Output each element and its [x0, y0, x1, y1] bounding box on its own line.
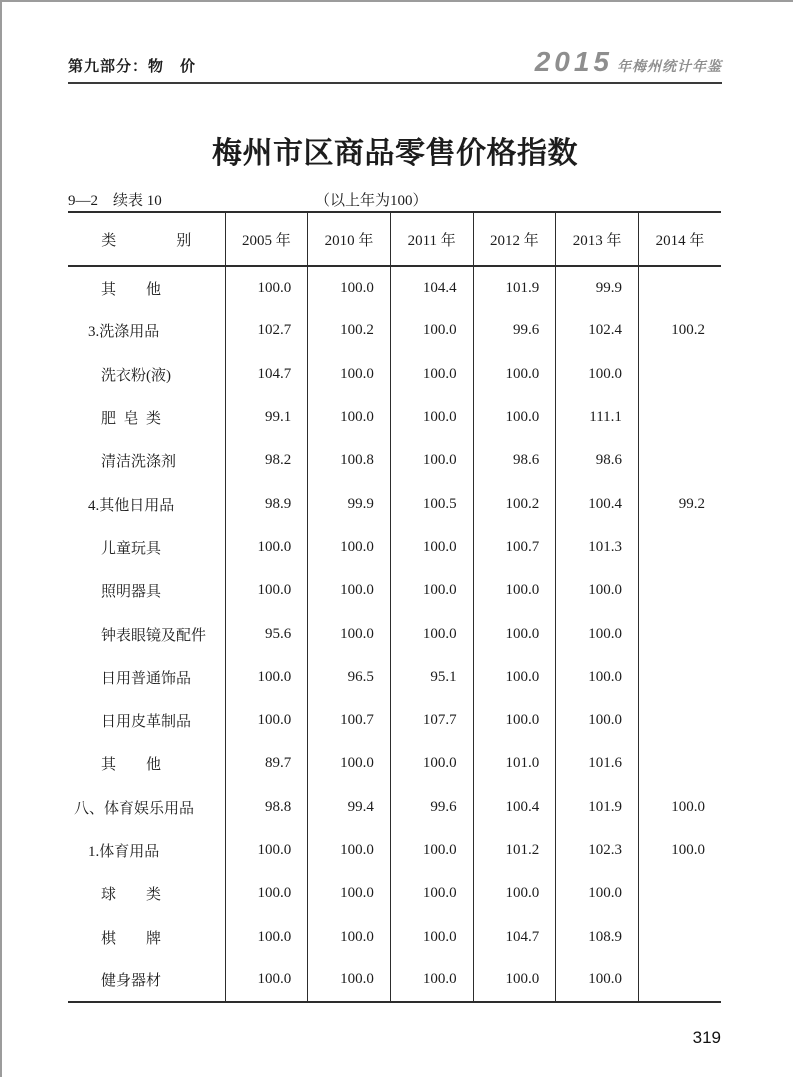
category-label: 日用普通饰品	[101, 670, 192, 687]
index-value-cell: 100.4	[473, 786, 556, 829]
index-value-cell: 100.5	[390, 482, 473, 525]
index-value-cell: 100.2	[308, 309, 391, 352]
index-value-cell: 102.3	[556, 829, 639, 872]
index-value-cell	[638, 396, 721, 439]
index-value-cell: 100.0	[390, 872, 473, 915]
column-header-2005: 2005 年	[225, 212, 308, 266]
index-value-cell: 111.1	[556, 396, 639, 439]
column-header-2014: 2014 年	[638, 212, 721, 266]
index-value-cell: 98.6	[556, 439, 639, 482]
index-value-cell: 100.0	[390, 439, 473, 482]
column-header-category: 类 别	[68, 212, 225, 266]
index-value-cell: 99.6	[473, 309, 556, 352]
index-value-cell: 100.0	[225, 656, 308, 699]
table-row	[68, 309, 721, 352]
index-value-cell: 100.0	[308, 742, 391, 785]
category-label: 3.洗涤用品	[88, 324, 160, 341]
category-label: 棋 牌	[101, 930, 162, 947]
index-value-cell: 107.7	[390, 699, 473, 742]
index-value-cell: 100.0	[390, 612, 473, 655]
index-value-cell: 100.4	[556, 482, 639, 525]
table-header-row	[68, 212, 721, 266]
index-value-cell: 100.2	[473, 482, 556, 525]
table-row	[68, 915, 721, 958]
index-value-cell	[638, 439, 721, 482]
index-value-cell: 99.4	[308, 786, 391, 829]
index-value-cell: 101.9	[556, 786, 639, 829]
table-meta	[68, 189, 722, 211]
index-value-cell: 100.0	[390, 959, 473, 1002]
table-row	[68, 569, 721, 612]
index-value-cell: 100.0	[390, 569, 473, 612]
index-value-cell	[638, 526, 721, 569]
index-value-cell: 100.0	[390, 829, 473, 872]
index-value-cell: 99.2	[638, 482, 721, 525]
column-header-2013: 2013 年	[556, 212, 639, 266]
index-value-cell	[638, 915, 721, 958]
index-value-cell: 99.1	[225, 396, 308, 439]
retail-price-index-table	[68, 211, 721, 1003]
index-value-cell: 100.0	[473, 959, 556, 1002]
index-value-cell: 108.9	[556, 915, 639, 958]
table-row	[68, 872, 721, 915]
index-value-cell: 100.0	[225, 829, 308, 872]
category-label: 清洁洗涤剂	[101, 454, 177, 471]
index-value-cell: 100.0	[390, 915, 473, 958]
category-label: 4.其他日用品	[88, 497, 175, 514]
index-value-cell: 98.9	[225, 482, 308, 525]
yearbook-year: 2015	[534, 46, 613, 77]
table-body	[68, 266, 721, 1002]
page-title: 梅州市区商品零售价格指数	[212, 137, 578, 170]
index-value-cell: 100.0	[308, 526, 391, 569]
index-value-cell: 96.5	[308, 656, 391, 699]
index-value-cell: 104.7	[225, 353, 308, 396]
index-value-cell: 100.0	[308, 266, 391, 309]
category-label: 肥 皂 类	[101, 411, 162, 428]
index-value-cell: 95.6	[225, 612, 308, 655]
index-value-cell: 100.0	[638, 829, 721, 872]
index-value-cell: 100.0	[225, 915, 308, 958]
table-row	[68, 829, 721, 872]
index-value-cell: 98.6	[473, 439, 556, 482]
index-value-cell	[638, 699, 721, 742]
index-value-cell: 99.6	[390, 786, 473, 829]
category-label: 洗衣粉(液)	[101, 367, 171, 384]
category-label: 钟表眼镜及配件	[101, 627, 207, 644]
index-value-cell: 104.7	[473, 915, 556, 958]
index-value-cell: 99.9	[556, 266, 639, 309]
category-label: 照明器具	[101, 584, 162, 601]
index-value-cell: 100.0	[473, 396, 556, 439]
index-value-cell	[638, 872, 721, 915]
index-value-cell: 100.0	[308, 353, 391, 396]
index-value-cell: 100.0	[556, 569, 639, 612]
index-value-cell: 100.0	[473, 699, 556, 742]
table-row	[68, 959, 721, 1002]
yearbook-title: 年梅州统计年鉴	[617, 60, 722, 75]
index-value-cell: 95.1	[390, 656, 473, 699]
index-value-cell: 102.4	[556, 309, 639, 352]
index-value-cell: 100.7	[308, 699, 391, 742]
index-value-cell: 100.0	[225, 569, 308, 612]
category-label: 日用皮革制品	[101, 714, 192, 731]
index-value-cell: 100.0	[308, 569, 391, 612]
index-value-cell: 101.3	[556, 526, 639, 569]
column-header-2012: 2012 年	[473, 212, 556, 266]
table-row	[68, 742, 721, 785]
table-row	[68, 266, 721, 309]
index-value-cell: 100.0	[473, 612, 556, 655]
index-value-cell: 100.0	[225, 526, 308, 569]
column-header-2010: 2010 年	[308, 212, 391, 266]
index-value-cell: 100.0	[308, 829, 391, 872]
index-value-cell: 101.9	[473, 266, 556, 309]
category-label: 健身器材	[101, 973, 162, 990]
index-value-cell	[638, 569, 721, 612]
index-value-cell: 100.0	[638, 786, 721, 829]
index-value-cell: 100.0	[390, 526, 473, 569]
table-row	[68, 612, 721, 655]
table-row	[68, 439, 721, 482]
index-value-cell: 100.0	[556, 959, 639, 1002]
index-value-cell: 100.0	[473, 353, 556, 396]
index-value-cell	[638, 656, 721, 699]
index-value-cell: 100.0	[473, 872, 556, 915]
index-value-cell: 100.0	[308, 959, 391, 1002]
category-label: 儿童玩具	[101, 540, 162, 557]
index-value-cell: 100.0	[308, 915, 391, 958]
running-header	[68, 48, 722, 84]
index-value-cell: 98.8	[225, 786, 308, 829]
category-label: 1.体育用品	[88, 844, 160, 860]
table-row	[68, 482, 721, 525]
index-value-cell	[638, 266, 721, 309]
category-label: 其 他	[101, 281, 162, 298]
index-value-cell: 100.0	[556, 612, 639, 655]
base-year-note: （以上年为100）	[315, 193, 428, 209]
section-label: 第九部分：物 价	[68, 59, 197, 75]
index-value-cell	[638, 959, 721, 1002]
index-value-cell	[638, 353, 721, 396]
table-row	[68, 353, 721, 396]
index-value-cell: 100.0	[390, 353, 473, 396]
index-value-cell: 98.2	[225, 439, 308, 482]
page-number: 319	[692, 1028, 721, 1047]
index-value-cell: 102.7	[225, 309, 308, 352]
yearbook-logo	[535, 48, 722, 76]
index-value-cell: 104.4	[390, 266, 473, 309]
index-value-cell: 101.0	[473, 742, 556, 785]
index-value-cell: 99.9	[308, 482, 391, 525]
index-value-cell: 100.0	[390, 396, 473, 439]
index-value-cell: 100.0	[308, 872, 391, 915]
index-value-cell: 100.0	[556, 699, 639, 742]
index-value-cell: 100.0	[390, 742, 473, 785]
table-number: 9—2 续表 10	[68, 193, 162, 209]
index-value-cell: 100.0	[308, 396, 391, 439]
table-row	[68, 699, 721, 742]
index-value-cell: 101.2	[473, 829, 556, 872]
category-label: 其 他	[101, 757, 162, 774]
index-value-cell: 100.0	[473, 569, 556, 612]
category-label: 球 类	[101, 887, 162, 904]
index-value-cell: 100.0	[556, 872, 639, 915]
table-row	[68, 786, 721, 829]
index-value-cell: 100.0	[390, 309, 473, 352]
index-value-cell: 100.8	[308, 439, 391, 482]
table-row	[68, 656, 721, 699]
index-value-cell: 89.7	[225, 742, 308, 785]
index-value-cell: 100.0	[225, 266, 308, 309]
table-header	[68, 212, 721, 266]
category-label: 八、体育娱乐用品	[74, 800, 195, 817]
index-value-cell	[638, 612, 721, 655]
index-value-cell	[638, 742, 721, 785]
index-value-cell: 100.0	[556, 353, 639, 396]
index-value-cell: 100.0	[225, 872, 308, 915]
index-value-cell: 101.6	[556, 742, 639, 785]
table-row	[68, 396, 721, 439]
index-value-cell: 100.2	[638, 309, 721, 352]
index-value-cell: 100.0	[225, 699, 308, 742]
table-row	[68, 526, 721, 569]
index-value-cell: 100.7	[473, 526, 556, 569]
index-value-cell: 100.0	[225, 959, 308, 1002]
index-value-cell: 100.0	[556, 656, 639, 699]
index-value-cell: 100.0	[308, 612, 391, 655]
column-header-2011: 2011 年	[390, 212, 473, 266]
index-value-cell: 100.0	[473, 656, 556, 699]
